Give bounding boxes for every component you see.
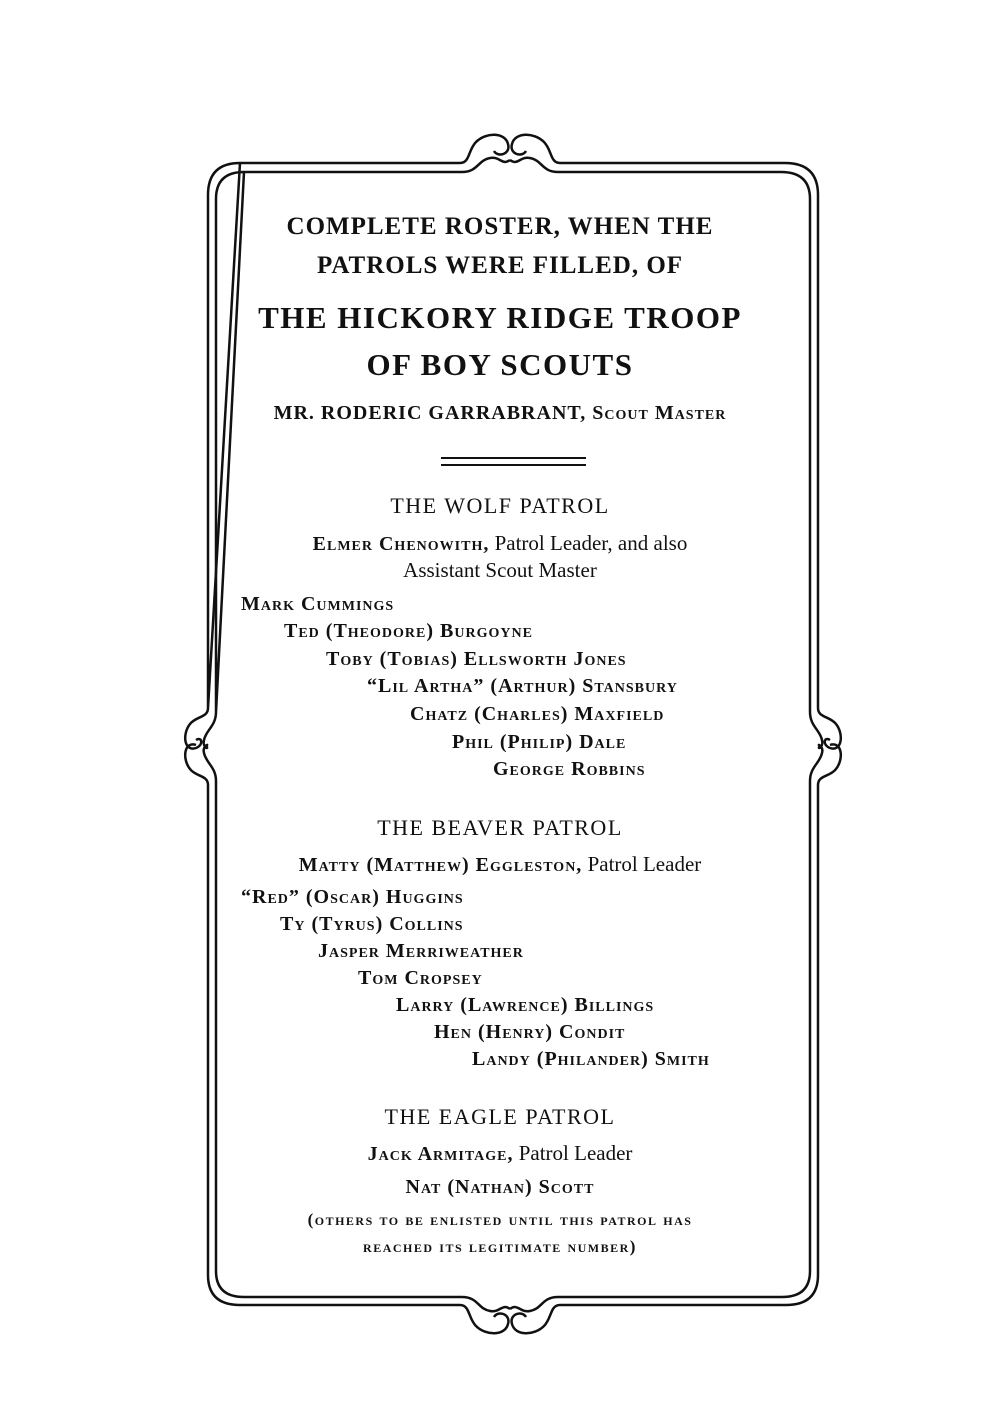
beaver-member: Larry (Lawrence) Billings: [396, 994, 655, 1016]
wolf-member: “Lil Artha” (Arthur) Stansbury: [367, 675, 678, 697]
wolf-member: Toby (Tobias) Ellsworth Jones: [326, 648, 627, 670]
beaver-leader-line: [0, 852, 1000, 877]
troop-title-line-2: OF BOY SCOUTS: [366, 347, 634, 382]
eagle-patrol-title: THE EAGLE PATROL: [384, 1104, 616, 1129]
wolf-leader-role-line-2: Assistant Scout Master: [403, 558, 597, 582]
beaver-member: Ty (Tyrus) Collins: [280, 913, 464, 935]
wolf-member: George Robbins: [493, 758, 646, 780]
wolf-member: Phil (Philip) Dale: [452, 731, 627, 753]
eagle-leader-line: [0, 1141, 1000, 1166]
heading-line-1: COMPLETE ROSTER, WHEN THE: [286, 213, 714, 240]
beaver-patrol-title: THE BEAVER PATROL: [377, 815, 623, 840]
wolf-member: Chatz (Charles) Maxfield: [410, 703, 665, 725]
eagle-note-line-1: (others to be enlisted until this patrol has: [307, 1210, 693, 1229]
beaver-member: Tom Cropsey: [358, 967, 483, 989]
wolf-member: Ted (Theodore) Burgoyne: [284, 620, 533, 642]
eagle-leader-role: Patrol Leader: [518, 1141, 633, 1165]
troop-title-line-1: THE HICKORY RIDGE TROOP: [258, 300, 742, 335]
divider-rule-top: [441, 457, 586, 459]
eagle-leader-name: Jack Armitage,: [367, 1143, 514, 1165]
heading-line-2: PATROLS WERE FILLED, OF: [316, 252, 684, 279]
wolf-leader-line: [0, 531, 1000, 556]
scout-master-line: [0, 402, 1000, 425]
wolf-leader-role: Patrol Leader, and also: [494, 531, 688, 555]
scout-master-name: MR. RODERIC GARRABRANT,: [273, 402, 587, 424]
wolf-member: Mark Cummings: [241, 593, 395, 615]
beaver-member: Hen (Henry) Condit: [434, 1021, 626, 1043]
beaver-leader-role: Patrol Leader: [587, 852, 702, 876]
eagle-member: Nat (Nathan) Scott: [405, 1176, 595, 1198]
scout-master-role: Scout Master: [592, 402, 727, 424]
wolf-leader-name: Elmer Chenowith,: [312, 533, 490, 555]
beaver-member: “Red” (Oscar) Huggins: [241, 886, 464, 908]
divider-rule-bottom: [441, 464, 586, 466]
beaver-leader-name: Matty (Matthew) Eggleston,: [298, 854, 583, 876]
beaver-member: Landy (Philander) Smith: [472, 1048, 710, 1070]
beaver-member: Jasper Merriweather: [318, 940, 524, 962]
wolf-patrol-title: THE WOLF PATROL: [390, 493, 610, 518]
eagle-note-line-2: reached its legitimate number): [363, 1237, 637, 1256]
